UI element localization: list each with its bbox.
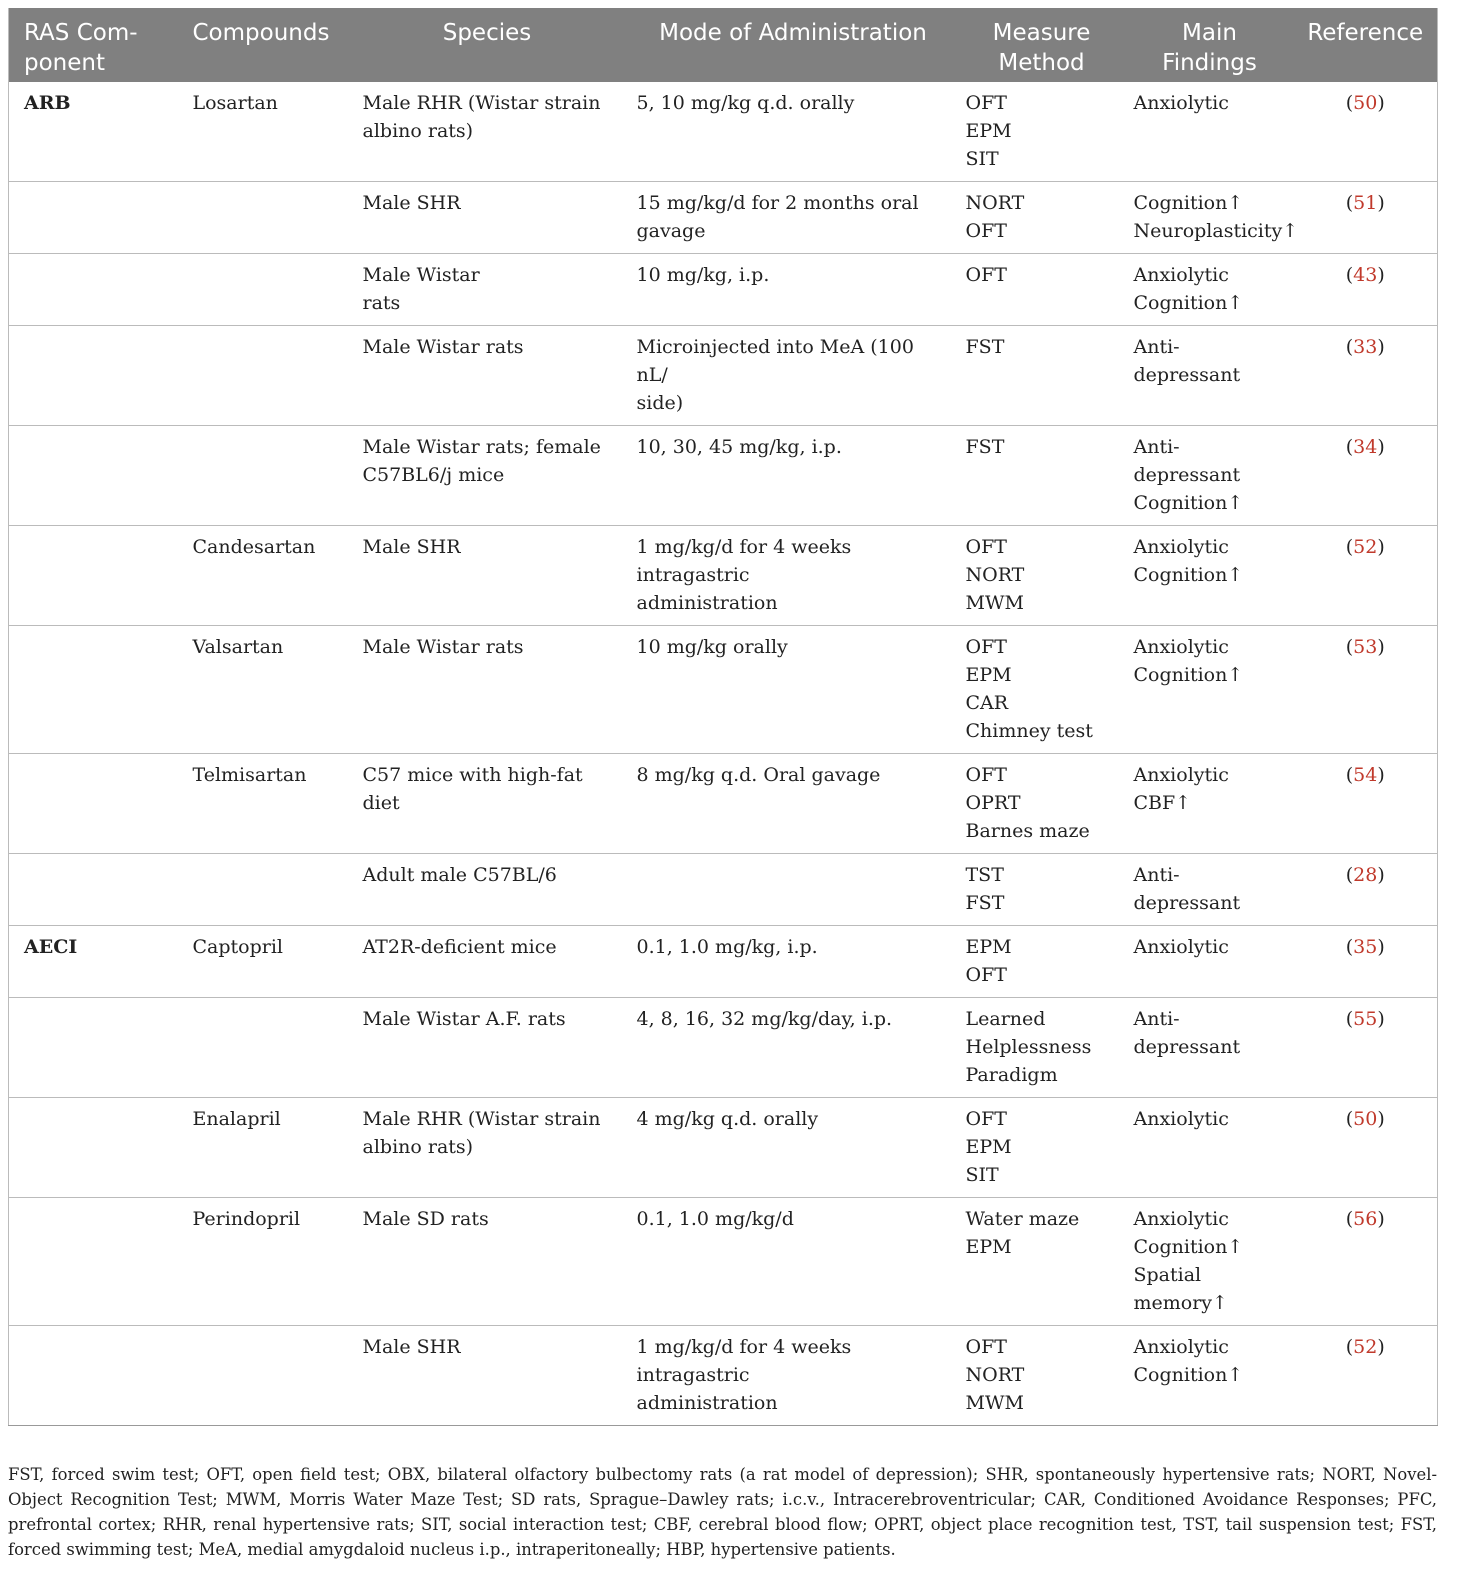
cell-findings-line: Cognition↑ bbox=[1133, 1236, 1244, 1258]
cell-findings-line: memory↑ bbox=[1133, 1292, 1228, 1314]
cell-findings-line: Cognition↑ bbox=[1133, 292, 1244, 314]
paren: ( bbox=[1345, 1008, 1354, 1030]
cell-species bbox=[346, 326, 629, 426]
cell-findings-line: Anti-depressant bbox=[1133, 436, 1241, 486]
cell-mode bbox=[629, 926, 958, 998]
cell-ras-component bbox=[9, 426, 177, 526]
paren: ( bbox=[1345, 192, 1354, 214]
cell-ras-component bbox=[9, 998, 177, 1098]
cell-findings-line: Cognition↑ bbox=[1133, 492, 1244, 514]
cell-findings bbox=[1126, 926, 1294, 998]
cell-measure-line: OFT bbox=[965, 764, 1007, 786]
cell-species-line: Male SHR bbox=[362, 536, 461, 558]
cell-ras-component: ARB bbox=[24, 92, 71, 114]
cell-mode-line: 0.1, 1.0 mg/kg, i.p. bbox=[636, 936, 818, 958]
cell-measure-line: Barnes maze bbox=[965, 820, 1090, 842]
cell-measure bbox=[958, 1098, 1126, 1198]
table-row bbox=[9, 526, 1438, 626]
cell-reference bbox=[1294, 754, 1438, 854]
cell-species bbox=[346, 998, 629, 1098]
cell-species-line: Male Wistar rats bbox=[362, 336, 524, 358]
cell-measure-line: Helplessness bbox=[965, 1036, 1092, 1058]
cell-findings-line: Cognition↑ bbox=[1133, 564, 1244, 586]
cell-measure-line: FST bbox=[965, 436, 1005, 458]
reference-link[interactable]: 52 bbox=[1353, 536, 1378, 558]
cell-findings bbox=[1126, 754, 1294, 854]
table-row bbox=[9, 182, 1438, 254]
cell-findings-line: Spatial bbox=[1133, 1264, 1202, 1286]
cell-mode-line: administration bbox=[636, 1392, 778, 1414]
cell-ras-component bbox=[9, 182, 177, 254]
cell-mode-line: 15 mg/kg/d for 2 months oral bbox=[636, 192, 919, 214]
cell-measure-line: Learned bbox=[965, 1008, 1046, 1030]
cell-measure bbox=[958, 1198, 1126, 1326]
cell-measure bbox=[958, 82, 1126, 182]
header-text: Reference bbox=[1307, 20, 1424, 46]
cell-species bbox=[346, 1198, 629, 1326]
cell-mode bbox=[629, 326, 958, 426]
cell-mode bbox=[629, 426, 958, 526]
cell-measure-line: OFT bbox=[965, 264, 1007, 286]
cell-measure bbox=[958, 326, 1126, 426]
cell-measure-line: CAR bbox=[965, 692, 1009, 714]
header-reference bbox=[1294, 8, 1438, 82]
cell-findings-line: Anxiolytic bbox=[1133, 264, 1229, 286]
table-row bbox=[9, 1198, 1438, 1326]
cell-species bbox=[346, 254, 629, 326]
cell-compound: Telmisartan bbox=[192, 764, 307, 786]
cell-species-line: rats bbox=[362, 292, 401, 314]
cell-mode-line: 1 mg/kg/d for 4 weeks intragastric bbox=[636, 536, 852, 586]
cell-measure-line: EPM bbox=[965, 120, 1012, 142]
cell-measure-line: EPM bbox=[965, 1236, 1012, 1258]
cell-mode bbox=[629, 254, 958, 326]
table-header-row bbox=[9, 8, 1438, 82]
cell-compound: Candesartan bbox=[192, 536, 316, 558]
cell-findings-line: Cognition↑ bbox=[1133, 1364, 1244, 1386]
cell-ras-component bbox=[9, 1326, 177, 1426]
cell-species-line: Adult male C57BL/6 bbox=[362, 864, 557, 886]
paren: ) bbox=[1377, 336, 1385, 358]
cell-mode bbox=[629, 526, 958, 626]
cell-measure-line: EPM bbox=[965, 936, 1012, 958]
paren: ) bbox=[1377, 192, 1385, 214]
paren: ) bbox=[1377, 864, 1385, 886]
cell-species bbox=[346, 426, 629, 526]
cell-measure-line: NORT bbox=[965, 192, 1025, 214]
cell-mode-line: 10 mg/kg, i.p. bbox=[636, 264, 770, 286]
cell-ras-component: AECI bbox=[24, 936, 78, 958]
cell-measure-line: Chimney test bbox=[965, 720, 1093, 742]
cell-compound bbox=[177, 182, 346, 254]
cell-species-line: Male Wistar A.F. rats bbox=[362, 1008, 566, 1030]
cell-species-line: Male RHR (Wistar strain bbox=[362, 1108, 601, 1130]
cell-species-line: albino rats) bbox=[362, 120, 474, 142]
cell-mode bbox=[629, 626, 958, 754]
cell-measure bbox=[958, 998, 1126, 1098]
cell-findings-line: Anti-depressant bbox=[1133, 1008, 1241, 1058]
paren: ) bbox=[1377, 436, 1385, 458]
table-row bbox=[9, 1326, 1438, 1426]
header-text: RAS Com- bbox=[24, 20, 138, 46]
cell-findings-line: Anxiolytic bbox=[1133, 536, 1229, 558]
cell-measure bbox=[958, 182, 1126, 254]
paren: ( bbox=[1345, 636, 1354, 658]
paren: ( bbox=[1345, 1108, 1354, 1130]
cell-species-line: Male Wistar rats bbox=[362, 636, 524, 658]
cell-mode-line: 10, 30, 45 mg/kg, i.p. bbox=[636, 436, 842, 458]
reference-link[interactable]: 54 bbox=[1353, 764, 1378, 786]
cell-measure-line: MWM bbox=[965, 592, 1024, 614]
paren: ( bbox=[1345, 92, 1354, 114]
cell-measure bbox=[958, 926, 1126, 998]
cell-mode bbox=[629, 1326, 958, 1426]
table-row bbox=[9, 254, 1438, 326]
cell-findings-line: Anxiolytic bbox=[1133, 1108, 1229, 1130]
cell-species bbox=[346, 926, 629, 998]
paren: ( bbox=[1345, 936, 1354, 958]
cell-measure-line: OFT bbox=[965, 220, 1007, 242]
cell-ras-component bbox=[9, 626, 177, 754]
table-body bbox=[9, 82, 1438, 1426]
paren: ) bbox=[1377, 1008, 1385, 1030]
paren: ( bbox=[1345, 1208, 1354, 1230]
cell-compound bbox=[177, 254, 346, 326]
cell-reference bbox=[1294, 426, 1438, 526]
table-row bbox=[9, 998, 1438, 1098]
paren: ) bbox=[1377, 1208, 1385, 1230]
cell-findings bbox=[1126, 426, 1294, 526]
reference-link[interactable]: 56 bbox=[1353, 1208, 1378, 1230]
cell-ras-component bbox=[9, 1098, 177, 1198]
cell-compound: Captopril bbox=[192, 936, 284, 958]
cell-measure-line: NORT bbox=[965, 1364, 1025, 1386]
cell-findings bbox=[1126, 1198, 1294, 1326]
cell-mode-line: side) bbox=[636, 392, 684, 414]
reference-link[interactable]: 28 bbox=[1353, 864, 1378, 886]
cell-ras-component bbox=[9, 526, 177, 626]
cell-mode-line: 4 mg/kg q.d. orally bbox=[636, 1108, 819, 1130]
cell-species bbox=[346, 1326, 629, 1426]
cell-mode-line: Microinjected into MeA (100 nL/ bbox=[636, 336, 914, 386]
cell-findings-line: Cognition↑ bbox=[1133, 192, 1244, 214]
header-text: ponent bbox=[24, 50, 105, 76]
cell-species bbox=[346, 854, 629, 926]
paren: ) bbox=[1377, 1108, 1385, 1130]
cell-measure-line: OPRT bbox=[965, 792, 1021, 814]
cell-measure-line: Paradigm bbox=[965, 1064, 1058, 1086]
cell-mode bbox=[629, 1098, 958, 1198]
cell-measure-line: Water maze bbox=[965, 1208, 1080, 1230]
reference-link[interactable]: 50 bbox=[1353, 92, 1378, 114]
cell-measure bbox=[958, 626, 1126, 754]
cell-measure-line: NORT bbox=[965, 564, 1025, 586]
header-text: Main bbox=[1182, 20, 1237, 46]
cell-reference bbox=[1294, 182, 1438, 254]
paren: ( bbox=[1345, 764, 1354, 786]
cell-measure-line: OFT bbox=[965, 1336, 1007, 1358]
cell-species-line: C57BL6/j mice bbox=[362, 464, 505, 486]
cell-reference bbox=[1294, 854, 1438, 926]
cell-findings-line: Anxiolytic bbox=[1133, 92, 1229, 114]
reference-link[interactable]: 50 bbox=[1353, 1108, 1378, 1130]
header-text: Findings bbox=[1162, 50, 1257, 76]
cell-ras-component bbox=[9, 254, 177, 326]
cell-measure-line: FST bbox=[965, 892, 1005, 914]
header-compounds bbox=[177, 8, 346, 82]
cell-reference bbox=[1294, 626, 1438, 754]
cell-measure-line: EPM bbox=[965, 1136, 1012, 1158]
table-row bbox=[9, 326, 1438, 426]
cell-species-line: Male SHR bbox=[362, 1336, 461, 1358]
cell-mode-line: 8 mg/kg q.d. Oral gavage bbox=[636, 764, 881, 786]
reference-link[interactable]: 35 bbox=[1353, 936, 1378, 958]
cell-findings bbox=[1126, 626, 1294, 754]
header-text: Compounds bbox=[192, 20, 330, 46]
cell-measure-line: SIT bbox=[965, 148, 999, 170]
cell-species-line: albino rats) bbox=[362, 1136, 474, 1158]
reference-link[interactable]: 43 bbox=[1353, 264, 1378, 286]
paren: ) bbox=[1377, 1336, 1385, 1358]
cell-measure-line: EPM bbox=[965, 664, 1012, 686]
ras-table bbox=[8, 8, 1438, 1426]
cell-findings-line: Neuroplasticity↑ bbox=[1133, 220, 1299, 242]
cell-reference bbox=[1294, 998, 1438, 1098]
cell-species-line: Male Wistar bbox=[362, 264, 480, 286]
cell-measure-line: OFT bbox=[965, 536, 1007, 558]
header-text: Measure bbox=[992, 20, 1091, 46]
cell-reference bbox=[1294, 1098, 1438, 1198]
cell-mode-line: gavage bbox=[636, 220, 706, 242]
cell-species bbox=[346, 626, 629, 754]
cell-mode bbox=[629, 998, 958, 1098]
cell-measure-line: OFT bbox=[965, 1108, 1007, 1130]
header-measure bbox=[958, 8, 1126, 82]
cell-findings-line: Anti-depressant bbox=[1133, 864, 1241, 914]
paren: ) bbox=[1377, 764, 1385, 786]
cell-findings-line: CBF↑ bbox=[1133, 792, 1192, 814]
cell-measure-line: OFT bbox=[965, 964, 1007, 986]
reference-link[interactable]: 33 bbox=[1353, 336, 1378, 358]
cell-findings-line: Anti-depressant bbox=[1133, 336, 1241, 386]
cell-findings bbox=[1126, 1326, 1294, 1426]
cell-compound: Perindopril bbox=[192, 1208, 301, 1230]
reference-link[interactable]: 55 bbox=[1353, 1008, 1378, 1030]
table-row bbox=[9, 426, 1438, 526]
header-text: Mode of Administration bbox=[659, 20, 927, 46]
cell-measure-line: MWM bbox=[965, 1392, 1024, 1414]
cell-species bbox=[346, 526, 629, 626]
header-text: Method bbox=[998, 50, 1085, 76]
cell-findings bbox=[1126, 1098, 1294, 1198]
header-species bbox=[346, 8, 629, 82]
reference-link[interactable]: 52 bbox=[1353, 1336, 1378, 1358]
table-row bbox=[9, 926, 1438, 998]
cell-reference bbox=[1294, 82, 1438, 182]
cell-findings-line: Anxiolytic bbox=[1133, 1336, 1229, 1358]
cell-mode bbox=[629, 182, 958, 254]
table-row bbox=[9, 754, 1438, 854]
paren: ( bbox=[1345, 1336, 1354, 1358]
cell-species-line: AT2R-deficient mice bbox=[362, 936, 557, 958]
cell-findings bbox=[1126, 326, 1294, 426]
cell-measure bbox=[958, 254, 1126, 326]
cell-findings bbox=[1126, 526, 1294, 626]
cell-mode-line: administration bbox=[636, 592, 778, 614]
cell-compound: Enalapril bbox=[192, 1108, 281, 1130]
header-mode bbox=[629, 8, 958, 82]
cell-mode-line: 5, 10 mg/kg q.d. orally bbox=[636, 92, 855, 114]
paren: ) bbox=[1377, 92, 1385, 114]
cell-findings-line: Anxiolytic bbox=[1133, 936, 1229, 958]
cell-species-line: C57 mice with high-fat diet bbox=[362, 764, 583, 814]
cell-measure bbox=[958, 426, 1126, 526]
cell-ras-component bbox=[9, 326, 177, 426]
cell-findings bbox=[1126, 182, 1299, 254]
cell-species-line: Male RHR (Wistar strain bbox=[362, 92, 601, 114]
cell-compound bbox=[177, 426, 346, 526]
reference-link[interactable]: 34 bbox=[1353, 436, 1378, 458]
header-findings bbox=[1126, 8, 1294, 82]
cell-measure-line: SIT bbox=[965, 1164, 999, 1186]
table-footnote: FST, forced swim test; OFT, open field test; OBX, bilateral olfactory bulbectomy rats (a rat model of depression); SHR, spontaneously hypertensive rats; NORT, Novel-Object Recognition Test; MWM, Morris Water Maze Test; SD rats, Sprague–Dawley rats; i.c.v., Intracerebroventricular; CAR, Conditioned Avoidance Responses; PFC, prefrontal cortex; RHR, renal hypertensive rats; SIT, social interaction test; CBF, cerebral blood flow; OPRT, object place recognition test, TST, tail suspension test; FST, forced swimming test; MeA, medial amygdaloid nucleus i.p., intraperitoneally; HBP, hypertensive patients. bbox=[8, 1465, 1437, 1559]
cell-reference bbox=[1294, 526, 1438, 626]
cell-findings-line: Cognition↑ bbox=[1133, 664, 1244, 686]
cell-species bbox=[346, 1098, 629, 1198]
cell-species-line: Male Wistar rats; female bbox=[362, 436, 601, 458]
cell-compound: Losartan bbox=[192, 92, 278, 114]
paren: ) bbox=[1377, 264, 1385, 286]
cell-species-line: Male SHR bbox=[362, 192, 461, 214]
cell-reference bbox=[1294, 254, 1438, 326]
cell-findings-line: Anxiolytic bbox=[1133, 636, 1229, 658]
table-row bbox=[9, 626, 1438, 754]
cell-measure-line: OFT bbox=[965, 92, 1007, 114]
cell-species bbox=[346, 182, 629, 254]
table-row bbox=[9, 82, 1438, 182]
cell-compound bbox=[177, 854, 346, 926]
cell-measure-line: TST bbox=[965, 864, 1004, 886]
cell-species-line: Male SD rats bbox=[362, 1208, 489, 1230]
cell-reference bbox=[1294, 926, 1438, 998]
cell-mode bbox=[629, 82, 958, 182]
paren: ( bbox=[1345, 264, 1354, 286]
cell-mode-line: 0.1, 1.0 mg/kg/d bbox=[636, 1208, 794, 1230]
cell-measure bbox=[958, 1326, 1126, 1426]
header-text: Species bbox=[442, 20, 532, 46]
cell-mode-line: 1 mg/kg/d for 4 weeks intragastric bbox=[636, 1336, 852, 1386]
cell-mode bbox=[629, 1198, 958, 1326]
table-container bbox=[8, 8, 1437, 1426]
cell-reference bbox=[1294, 1326, 1438, 1426]
header-ras-component bbox=[9, 8, 177, 82]
cell-compound: Valsartan bbox=[192, 636, 284, 658]
reference-link[interactable]: 53 bbox=[1353, 636, 1378, 658]
cell-mode-line: 10 mg/kg orally bbox=[636, 636, 788, 658]
reference-link[interactable]: 51 bbox=[1353, 192, 1378, 214]
cell-measure-line: OFT bbox=[965, 636, 1007, 658]
paren: ( bbox=[1345, 864, 1354, 886]
cell-findings bbox=[1126, 254, 1294, 326]
cell-findings bbox=[1126, 82, 1294, 182]
cell-ras-component bbox=[9, 854, 177, 926]
cell-compound bbox=[177, 998, 346, 1098]
cell-compound bbox=[177, 1326, 346, 1426]
paren: ) bbox=[1377, 536, 1385, 558]
paren: ( bbox=[1345, 336, 1354, 358]
cell-findings-line: Anxiolytic bbox=[1133, 1208, 1229, 1230]
table-row bbox=[9, 854, 1438, 926]
cell-mode bbox=[629, 754, 958, 854]
cell-ras-component bbox=[9, 754, 177, 854]
cell-findings-line: Anxiolytic bbox=[1133, 764, 1229, 786]
paren: ) bbox=[1377, 936, 1385, 958]
cell-measure-line: FST bbox=[965, 336, 1005, 358]
paren: ( bbox=[1345, 536, 1354, 558]
cell-measure bbox=[958, 526, 1126, 626]
table-row bbox=[9, 1098, 1438, 1198]
cell-species bbox=[346, 754, 629, 854]
cell-measure bbox=[958, 754, 1126, 854]
paren: ) bbox=[1377, 636, 1385, 658]
cell-reference bbox=[1294, 1198, 1438, 1326]
cell-measure bbox=[958, 854, 1126, 926]
cell-mode bbox=[629, 854, 958, 926]
cell-ras-component bbox=[9, 1198, 177, 1326]
cell-findings bbox=[1126, 854, 1294, 926]
cell-findings bbox=[1126, 998, 1294, 1098]
cell-species bbox=[346, 82, 629, 182]
paren: ( bbox=[1345, 436, 1354, 458]
cell-reference bbox=[1294, 326, 1438, 426]
cell-mode-line: 4, 8, 16, 32 mg/kg/day, i.p. bbox=[636, 1008, 893, 1030]
cell-compound bbox=[177, 326, 346, 426]
